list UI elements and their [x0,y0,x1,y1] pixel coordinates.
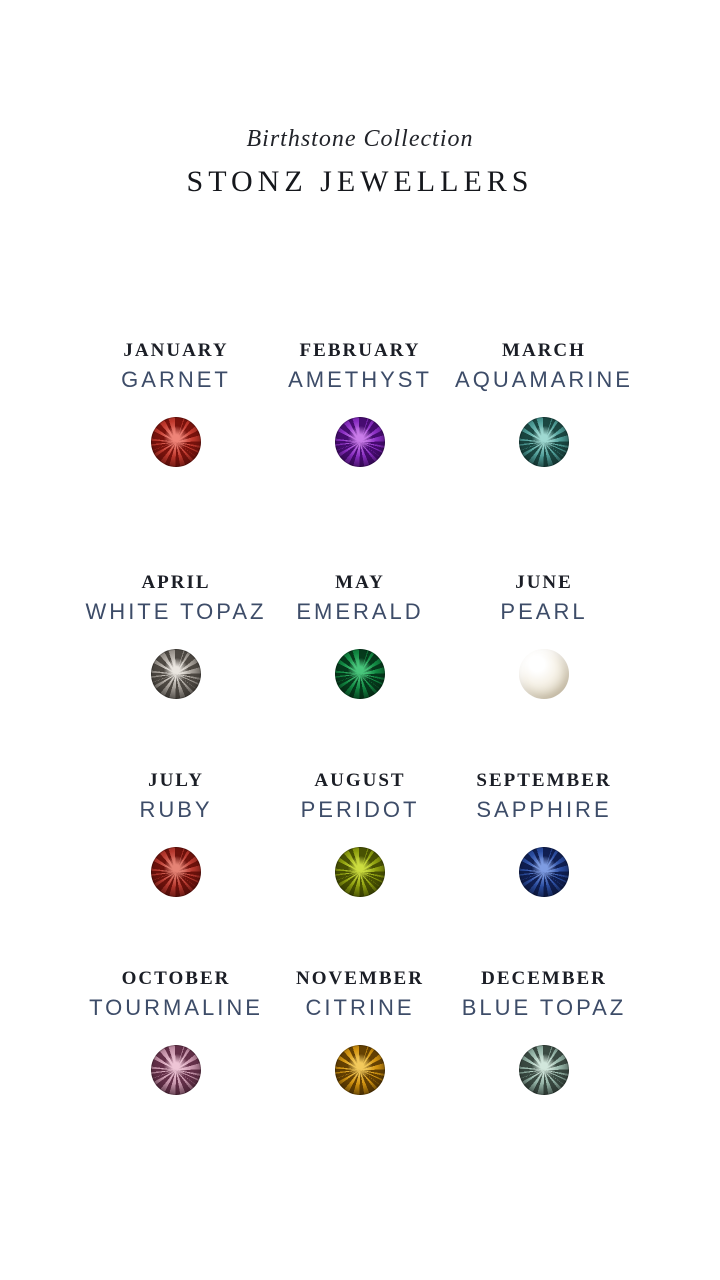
month-label: JANUARY [123,340,229,361]
gem-wrap [268,847,452,897]
gem-wrap [84,847,268,897]
birthstone-cell [452,572,636,699]
gem-wrap [452,649,636,699]
tourmaline-gem-icon [151,1045,201,1095]
garnet-gem-icon [151,417,201,467]
stone-name: EMERALD [296,599,424,624]
month-label: SEPTEMBER [476,770,612,791]
gem-wrap [268,417,452,467]
gem-wrap [84,649,268,699]
gem-wrap [84,1045,268,1095]
month-label: JULY [148,770,204,791]
brand-title: STONZ JEWELLERS [186,165,534,198]
stone-name: AMETHYST [288,367,432,392]
birthstone-cell [268,968,452,1095]
month-label: NOVEMBER [296,968,424,989]
birthstone-cell [452,770,636,897]
month-label: DECEMBER [481,968,607,989]
stone-name: WHITE TOPAZ [85,599,267,624]
month-label: AUGUST [314,770,406,791]
stone-name: PEARL [500,599,588,624]
ruby-gem-icon [151,847,201,897]
month-label: MARCH [502,340,586,361]
month-label: APRIL [141,572,211,593]
birthstone-cell [84,340,268,501]
birthstone-cell [268,340,452,501]
month-label: JUNE [515,572,573,593]
birthstone-cell [268,572,452,699]
stone-name: PERIDOT [300,797,420,822]
birthstone-cell [84,770,268,897]
month-label: OCTOBER [121,968,231,989]
stone-name: SAPPHIRE [476,797,612,822]
birthstone-grid [0,340,720,1095]
stone-name: RUBY [139,797,213,822]
amethyst-gem-icon [335,417,385,467]
stone-name: TOURMALINE [89,995,263,1020]
aquamarine-gem-icon [519,417,569,467]
birthstone-cell [268,770,452,897]
poster-header [0,0,720,202]
blue-topaz-gem-icon [519,1045,569,1095]
peridot-gem-icon [335,847,385,897]
white-topaz-gem-icon [151,649,201,699]
collection-subtitle: Birthstone Collection [246,126,474,152]
gem-wrap [268,649,452,699]
sapphire-gem-icon [519,847,569,897]
stone-name: GARNET [121,367,231,392]
stone-name: CITRINE [305,995,415,1020]
gem-wrap [452,1045,636,1095]
birthstone-cell [452,340,636,501]
gem-wrap [452,847,636,897]
pearl-gem-icon [519,649,569,699]
birthstone-cell [84,968,268,1095]
citrine-gem-icon [335,1045,385,1095]
gem-wrap [268,1045,452,1095]
stone-name: AQUAMARINE [455,367,633,392]
month-label: FEBRUARY [299,340,421,361]
birthstone-cell [452,968,636,1095]
stone-name: BLUE TOPAZ [461,995,627,1020]
gem-wrap [452,417,636,467]
birthstone-cell [84,572,268,699]
month-label: MAY [335,572,385,593]
emerald-gem-icon [335,649,385,699]
gem-wrap [84,417,268,467]
